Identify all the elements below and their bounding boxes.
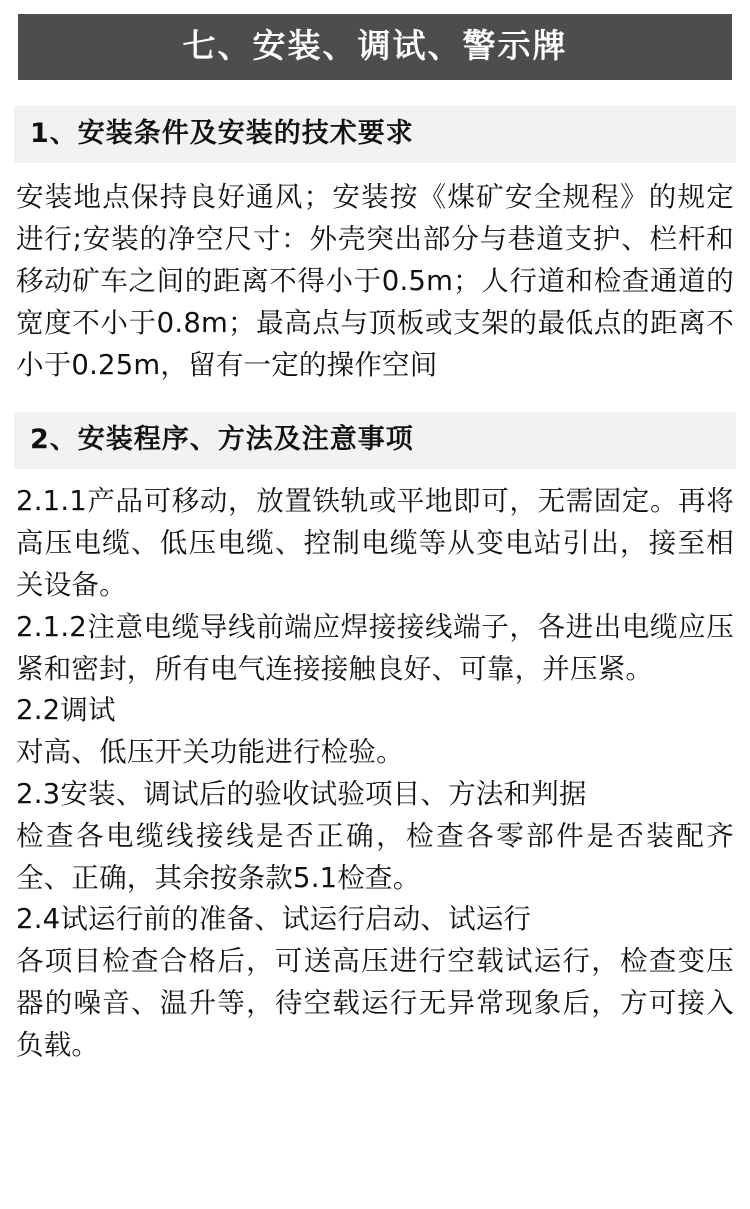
paragraph: 检查各电缆线接线是否正确，检查各零部件是否装配齐全、正确，其余按条款5.1检查。 bbox=[16, 819, 734, 894]
section-heading-1: 1、安装条件及安装的技术要求 bbox=[14, 106, 736, 163]
paragraph: 对高、低压开关功能进行检验。 bbox=[16, 736, 404, 769]
paragraph: 2.4试运行前的准备、试运行启动、试运行 bbox=[16, 903, 532, 936]
section-body-2 bbox=[16, 481, 734, 1066]
document-page bbox=[0, 14, 750, 1067]
page-title: 七、安装、调试、警示牌 bbox=[18, 14, 732, 80]
section-body-1 bbox=[16, 177, 734, 386]
paragraph: 安装地点保持良好通风；安装按《煤矿安全规程》的规定进行;安装的净空尺寸：外壳突出部分与巷道支护、栏杆和移动矿车之间的距离不得小于0.5m；人行道和检查通道的宽度不小于0.8m；最高点与顶板或支架的最低点的距离不小于0.25m，留有一定的操作空间 bbox=[16, 181, 734, 381]
paragraph: 2.3安装、调试后的验收试验项目、方法和判据 bbox=[16, 777, 587, 810]
paragraph: 2.1.2注意电缆导线前端应焊接接线端子，各进出电缆应压紧和密封，所有电气连接接触良好、可靠，并压紧。 bbox=[16, 610, 734, 685]
section-heading-2: 2、安装程序、方法及注意事项 bbox=[14, 412, 736, 469]
paragraph: 2.1.1产品可移动，放置铁轨或平地即可，无需固定。再将高压电缆、低压电缆、控制电缆等从变电站引出，接至相关设备。 bbox=[16, 485, 734, 601]
paragraph: 各项目检查合格后，可送高压进行空载试运行，检查变压器的噪音、温升等，待空载运行无异常现象后，方可接入负载。 bbox=[16, 945, 734, 1061]
paragraph: 2.2调试 bbox=[16, 694, 116, 727]
